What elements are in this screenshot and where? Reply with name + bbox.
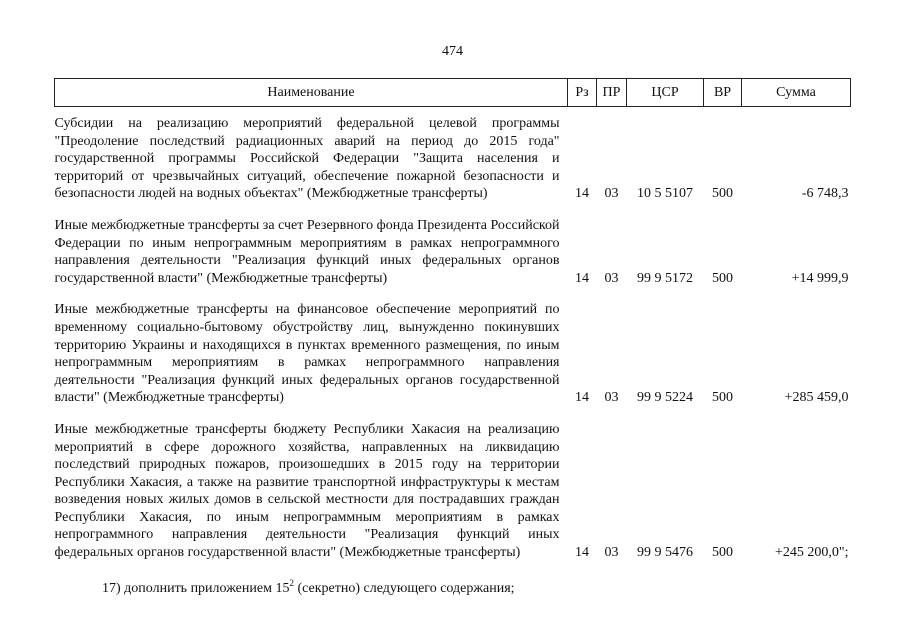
- header-rz: Рз: [568, 79, 597, 107]
- row-name: Иные межбюджетные трансферты за счет Резервного фонда Президента Российской Федерации по иным непрограммным мероприятиям в рамках непрограммного направления деятельности "Реализация функций иных федеральных органов государственной власти" (Межбюджетные трансферты): [54, 217, 560, 286]
- row-vr: 500: [712, 545, 733, 561]
- row-rz: 14: [575, 186, 589, 202]
- table-row: [55, 203, 851, 287]
- table-row: [55, 407, 851, 562]
- amendment-text: 17) дополнить приложением 15: [102, 581, 290, 596]
- row-sum: +245 200,0";: [775, 545, 849, 561]
- row-csr: 99 9 5476: [637, 545, 693, 561]
- row-csr: 99 9 5224: [637, 390, 693, 406]
- amendment-paragraph: [102, 578, 515, 597]
- header-sum: Сумма: [742, 79, 851, 107]
- row-pr: 03: [604, 545, 619, 561]
- amendment-text-end: (секретно) следующего содержания;: [293, 581, 515, 596]
- row-csr: 99 9 5172: [637, 270, 693, 286]
- page-number: 474: [442, 44, 463, 59]
- row-vr: 500: [712, 270, 733, 286]
- row-name: Иные межбюджетные трансферты на финансовое обеспечение мероприятий по временному социально-бытовому обустройству лиц, вынужденно покинувших территорию Украины и находящихся в пунктах временного размещения, по иным непрограммным мероприятиям в рамках непрограммного направления деятельности "Реализация функций иных федеральных органов государственной власти" (Межбюджетные трансферты): [54, 302, 560, 406]
- row-vr: 500: [712, 390, 733, 406]
- budget-table: [54, 78, 851, 562]
- header-vr: ВР: [704, 79, 742, 107]
- row-sum: +14 999,9: [791, 270, 849, 286]
- header-pr: ПР: [597, 79, 627, 107]
- row-vr: 500: [712, 186, 733, 202]
- row-sum: +285 459,0: [784, 390, 849, 406]
- row-name: Иные межбюджетные трансферты бюджету Республики Хакасия на реализацию мероприятий в сфере дорожного хозяйства, направленных на ликвидацию последствий природных пожаров, произошедших в 2015 году на территории Республики Хакасия, а также на развитие транспортной инфраструктуры к местам возведения новых жилых домов в сельской местности для пострадавших граждан Республики Хакасия, по иным непрограммным мероприятиям в рамках непрограммного направления деятельности "Реализация функций иных федеральных органов государственной власти" (Межбюджетные трансферты): [54, 421, 560, 561]
- appendix-superscript: 2: [289, 578, 294, 588]
- row-sum: -6 748,3: [801, 186, 849, 202]
- row-pr: 03: [604, 390, 619, 406]
- header-name: Наименование: [55, 79, 568, 107]
- row-pr: 03: [604, 270, 619, 286]
- row-csr: 10 5 5107: [637, 186, 693, 202]
- header-csr: ЦСР: [627, 79, 704, 107]
- row-rz: 14: [575, 390, 589, 406]
- table-row: [55, 107, 851, 203]
- row-rz: 14: [575, 270, 589, 286]
- table-row: [55, 287, 851, 407]
- row-rz: 14: [575, 545, 589, 561]
- table-header-row: [55, 79, 851, 107]
- row-name: Субсидии на реализацию мероприятий федеральной целевой программы "Преодоление последствий радиационных аварий на период до 2015 года" государственной программы Российской Федерации "Защита населения и территорий от чрезвычайных ситуаций, обеспечение пожарной безопасности и безопасности людей на водных объектах" (Межбюджетные трансферты): [54, 116, 560, 202]
- row-pr: 03: [604, 186, 619, 202]
